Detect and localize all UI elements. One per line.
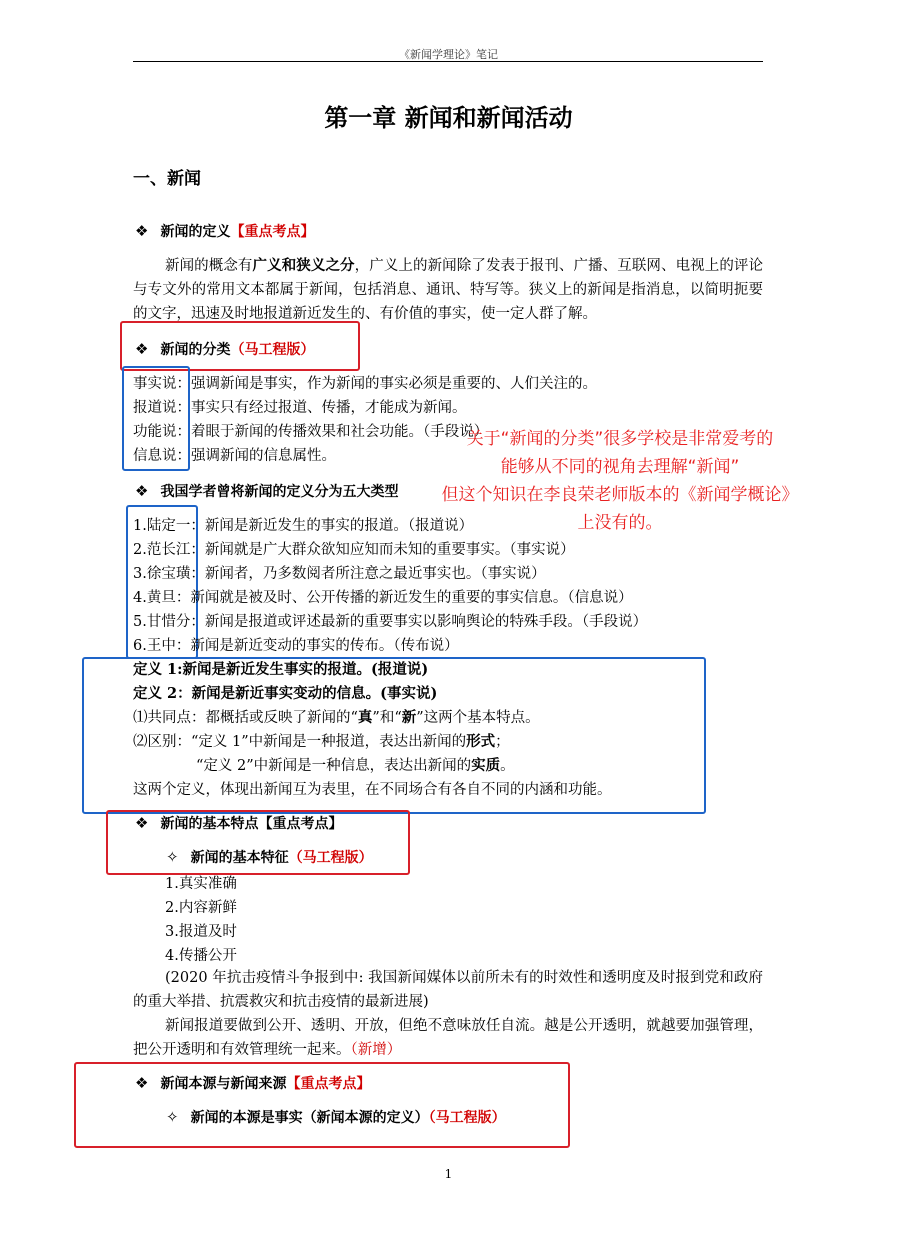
list-item: 事实说：强调新闻是事实，作为新闻的事实必须是重要的、人们关注的。 bbox=[133, 376, 597, 392]
source-label: 新闻本源与新闻来源 bbox=[160, 1076, 287, 1092]
annotation-note-line: 能够从不同的视角去理解“新闻” bbox=[500, 457, 740, 477]
definition-heading bbox=[135, 221, 314, 241]
sparkle-bullet-icon: ✧ bbox=[166, 848, 179, 866]
diamond-bullet-icon: ❖ bbox=[135, 340, 149, 358]
definition-paragraph: 新闻的概念有广义和狭义之分，广义上的新闻除了发表于报刊、广播、互联网、电视上的评论与专文外的常用文本都属于新闻，包括消息、通讯、特写等。狭义上的新闻是指消息，以简明扼要的文字，迅速及时地报道新近发生的、有价值的事实，使一定人群了解。 bbox=[133, 257, 764, 322]
annotation-note-line: 上没有的。 bbox=[577, 513, 663, 533]
list-item: 1.真实准确 bbox=[165, 876, 237, 892]
page-number: 1 bbox=[444, 1167, 453, 1181]
running-header: 《新闻学理论》笔记 bbox=[399, 48, 498, 61]
classification-heading bbox=[135, 339, 314, 359]
diamond-bullet-icon: ❖ bbox=[135, 1074, 149, 1092]
features-sub-label: 新闻的基本特征 bbox=[190, 850, 289, 866]
source-heading bbox=[135, 1073, 370, 1093]
epidemic-note-paragraph: (2020 年抗击疫情斗争报到中: 我国新闻媒体以前所未有的时效性和透明度及时报到党和政府的重大举措、抗震救灾和抗击疫情的最新进展) bbox=[133, 970, 763, 1010]
difference-line-1: ⑵区别：“定义 1”中新闻是一种报道，表达出新闻的形式； bbox=[133, 733, 510, 750]
list-item: 4.黄旦：新闻就是被及时、公开传播的新近发生的重要的事实信息。（信息说） bbox=[133, 590, 633, 606]
source-subheading bbox=[166, 1107, 506, 1127]
list-item: 2.范长江：新闻就是广大群众欲知应知而未知的重要事实。（事实说） bbox=[133, 542, 575, 558]
list-item: 信息说：强调新闻的信息属性。 bbox=[133, 448, 336, 464]
classification-label: 新闻的分类 bbox=[160, 342, 231, 358]
list-item: 4.传播公开 bbox=[165, 948, 237, 964]
definitions-summary: 这两个定义，体现出新闻互为表里，在不同场合有各自不同的内涵和功能。 bbox=[133, 782, 612, 798]
difference-line-2: “定义 2”中新闻是一种信息，表达出新闻的实质。 bbox=[196, 757, 515, 774]
features-subheading bbox=[166, 847, 373, 867]
features-heading bbox=[135, 813, 342, 833]
list-item: 5.甘惜分：新闻是报道或评述最新的重要事实以影响舆论的特殊手段。（手段说） bbox=[133, 614, 648, 630]
sparkle-bullet-icon: ✧ bbox=[166, 1108, 179, 1126]
openness-paragraph: 新闻报道要做到公开、透明、开放，但绝不意味放任自流。越是公开透明，就越要加强管理，把公开透明和有效管理统一起来。（新增） bbox=[133, 1018, 763, 1058]
list-item: 2.内容新鲜 bbox=[165, 900, 237, 916]
five-types-heading bbox=[135, 481, 398, 501]
common-point: ⑴共同点：都概括或反映了新闻的“真”和“新”这两个基本特点。 bbox=[133, 709, 540, 726]
definition-1: 定义 1:新闻是新近发生事实的报道。(报道说) bbox=[133, 661, 429, 678]
chapter-title: 第一章 新闻和新闻活动 bbox=[324, 104, 573, 132]
annotation-note-line: 但这个知识在李良荣老师版本的《新闻学概论》 bbox=[441, 485, 799, 505]
five-types-label: 我国学者曾将新闻的定义分为五大类型 bbox=[160, 484, 399, 500]
annotation-note-line: 关于“新闻的分类”很多学校是非常爱考的 bbox=[466, 429, 774, 449]
section-heading: 一、新闻 bbox=[133, 169, 201, 189]
list-item: 报道说：事实只有经过报道、传播，才能成为新闻。 bbox=[133, 400, 467, 416]
list-item: 3.报道及时 bbox=[165, 924, 237, 940]
features-label: 新闻的基本特点【重点考点】 bbox=[160, 816, 343, 832]
diamond-bullet-icon: ❖ bbox=[135, 482, 149, 500]
list-item: 功能说：着眼于新闻的传播效果和社会功能。（手段说） bbox=[133, 424, 489, 440]
diamond-bullet-icon: ❖ bbox=[135, 222, 149, 240]
key-point-tag: 【重点考点】 bbox=[230, 224, 315, 240]
edition-tag: （马工程版） bbox=[230, 342, 315, 358]
edition-tag: （马工程版） bbox=[288, 850, 373, 866]
list-item: 6.王中：新闻是新近变动的事实的传布。（传布说） bbox=[133, 638, 459, 654]
list-item: 1.陆定一：新闻是新近发生的事实的报道。（报道说） bbox=[133, 518, 474, 534]
header-rule bbox=[133, 61, 763, 62]
edition-tag: （马工程版） bbox=[428, 1110, 506, 1126]
list-item: 3.徐宝璜：新闻者，乃多数阅者所注意之最近事实也。（事实说） bbox=[133, 566, 546, 582]
definition-2: 定义 2：新闻是新近事实变动的信息。(事实说) bbox=[133, 685, 438, 702]
source-sub-label: 新闻的本源是事实（新闻本源的定义） bbox=[190, 1110, 429, 1126]
key-point-tag: 【重点考点】 bbox=[286, 1076, 371, 1092]
definition-label: 新闻的定义 bbox=[160, 224, 231, 240]
diamond-bullet-icon: ❖ bbox=[135, 814, 149, 832]
